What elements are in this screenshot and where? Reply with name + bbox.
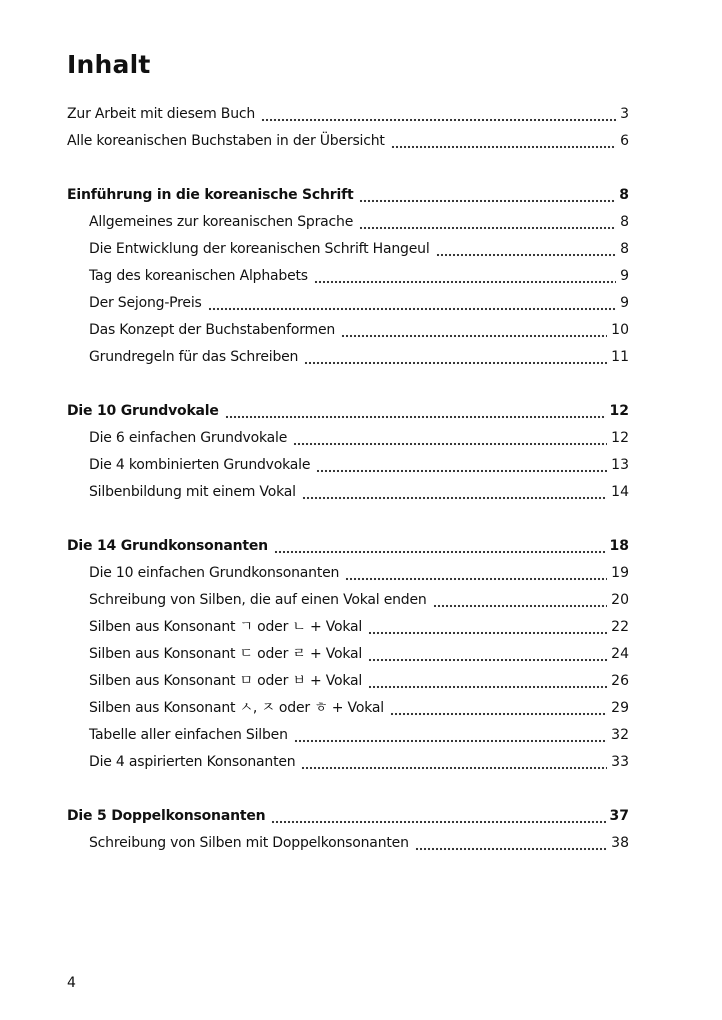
toc-entry-page: 24 — [611, 646, 629, 662]
toc-entry-page: 12 — [611, 430, 629, 446]
dot-leader — [261, 118, 616, 122]
toc-entry-label: Silben aus Konsonant ㄷ oder ㄹ + Vokal — [89, 646, 363, 662]
toc-entry-label: Die 14 Grundkonsonanten — [67, 538, 268, 554]
toc-entry[interactable] — [67, 130, 629, 152]
toc-entry-label: Die 10 Grundvokale — [67, 403, 219, 419]
toc-entry-page: 9 — [620, 268, 629, 284]
toc-entry-label: Einführung in die koreanische Schrift — [67, 187, 354, 203]
toc-entry-page: 8 — [620, 214, 629, 230]
toc-entry[interactable] — [89, 346, 629, 368]
dot-leader — [341, 334, 607, 338]
dot-leader — [433, 604, 608, 608]
toc-entry[interactable] — [89, 427, 629, 449]
dot-leader — [301, 766, 607, 770]
dot-leader — [390, 712, 607, 716]
toc-entry[interactable] — [89, 454, 629, 476]
toc-entry[interactable] — [89, 643, 629, 665]
toc-chapter-entry[interactable] — [67, 400, 629, 422]
dot-leader — [368, 631, 607, 635]
toc-entry-page: 11 — [611, 349, 629, 365]
toc-entry-page: 10 — [611, 322, 629, 338]
page-number: 4 — [67, 975, 76, 991]
dot-leader — [436, 253, 617, 257]
toc-entry-page: 33 — [611, 754, 629, 770]
dot-leader — [304, 361, 607, 365]
toc-entry-page: 37 — [609, 808, 629, 824]
toc-entry[interactable] — [89, 319, 629, 341]
dot-leader — [302, 496, 607, 500]
dot-leader — [368, 685, 607, 689]
toc-entry[interactable] — [89, 481, 629, 503]
toc-entry-page: 38 — [611, 835, 629, 851]
toc-entry-page: 6 — [620, 133, 629, 149]
toc-entry-label: Grundregeln für das Schreiben — [89, 349, 299, 365]
toc-entry-label: Silbenbildung mit einem Vokal — [89, 484, 296, 500]
dot-leader — [345, 577, 607, 581]
toc-entry-label: Silben aus Konsonant ㅁ oder ㅂ + Vokal — [89, 673, 363, 689]
toc-entry-page: 22 — [611, 619, 629, 635]
toc-entry[interactable] — [89, 292, 629, 314]
toc-entry-label: Silben aus Konsonant ㅅ, ㅈ oder ㅎ + Vokal — [89, 700, 384, 716]
toc-entry-label: Tag des koreanischen Alphabets — [89, 268, 308, 284]
toc-entry-label: Der Sejong-Preis — [89, 295, 202, 311]
toc-entry[interactable] — [89, 670, 629, 692]
toc-entry-page: 9 — [620, 295, 629, 311]
toc-chapter-entry[interactable] — [67, 805, 629, 827]
toc-entry[interactable] — [89, 832, 629, 854]
toc-chapter-entry[interactable] — [67, 184, 629, 206]
dot-leader — [271, 820, 605, 824]
toc-entry[interactable] — [89, 562, 629, 584]
toc-entry[interactable] — [89, 697, 629, 719]
toc-entry-label: Alle koreanischen Buchstaben in der Übersicht — [67, 133, 385, 149]
page-title: Inhalt — [67, 50, 151, 79]
toc-entry[interactable] — [67, 103, 629, 125]
toc-entry-label: Die 5 Doppelkonsonanten — [67, 808, 266, 824]
dot-leader — [314, 280, 616, 284]
toc-entry-label: Die 4 kombinierten Grundvokale — [89, 457, 311, 473]
dot-leader — [293, 442, 607, 446]
toc-entry-page: 14 — [611, 484, 629, 500]
toc-entry[interactable] — [89, 724, 629, 746]
toc-entry-page: 18 — [609, 538, 629, 554]
toc-entry-page: 19 — [611, 565, 629, 581]
toc-entry[interactable] — [89, 265, 629, 287]
toc-entry-page: 12 — [609, 403, 629, 419]
dot-leader — [415, 847, 607, 851]
toc-entry-label: Die 6 einfachen Grundvokale — [89, 430, 288, 446]
toc-entry-page: 20 — [611, 592, 629, 608]
toc-entry-label: Allgemeines zur koreanischen Sprache — [89, 214, 354, 230]
toc-entry-label: Tabelle aller einfachen Silben — [89, 727, 288, 743]
toc-entry[interactable] — [89, 589, 629, 611]
toc-entry-label: Schreibung von Silben, die auf einen Vokal enden — [89, 592, 427, 608]
toc-entry-label: Silben aus Konsonant ㄱ oder ㄴ + Vokal — [89, 619, 363, 635]
toc-entry-page: 8 — [619, 187, 629, 203]
dot-leader — [359, 226, 616, 230]
toc-entry[interactable] — [89, 238, 629, 260]
toc-entry[interactable] — [89, 211, 629, 233]
toc-entry[interactable] — [89, 751, 629, 773]
toc-entry-page: 32 — [611, 727, 629, 743]
dot-leader — [225, 415, 606, 419]
toc-entry[interactable] — [89, 616, 629, 638]
dot-leader — [274, 550, 606, 554]
toc-entry-label: Die Entwicklung der koreanischen Schrift Hangeul — [89, 241, 430, 257]
dot-leader — [368, 658, 607, 662]
toc-entry-label: Schreibung von Silben mit Doppelkonsonanten — [89, 835, 409, 851]
toc-entry-label: Zur Arbeit mit diesem Buch — [67, 106, 256, 122]
toc-entry-page: 13 — [611, 457, 629, 473]
toc-entry-page: 29 — [611, 700, 629, 716]
toc-entry-page: 26 — [611, 673, 629, 689]
dot-leader — [359, 199, 615, 203]
toc-entry-label: Das Konzept der Buchstabenformen — [89, 322, 336, 338]
toc-entry-page: 8 — [620, 241, 629, 257]
dot-leader — [391, 145, 616, 149]
toc-entry-label: Die 10 einfachen Grundkonsonanten — [89, 565, 340, 581]
toc-entry-page: 3 — [620, 106, 629, 122]
dot-leader — [208, 307, 616, 311]
dot-leader — [294, 739, 607, 743]
toc-chapter-entry[interactable] — [67, 535, 629, 557]
toc-entry-label: Die 4 aspirierten Konsonanten — [89, 754, 296, 770]
dot-leader — [316, 469, 607, 473]
